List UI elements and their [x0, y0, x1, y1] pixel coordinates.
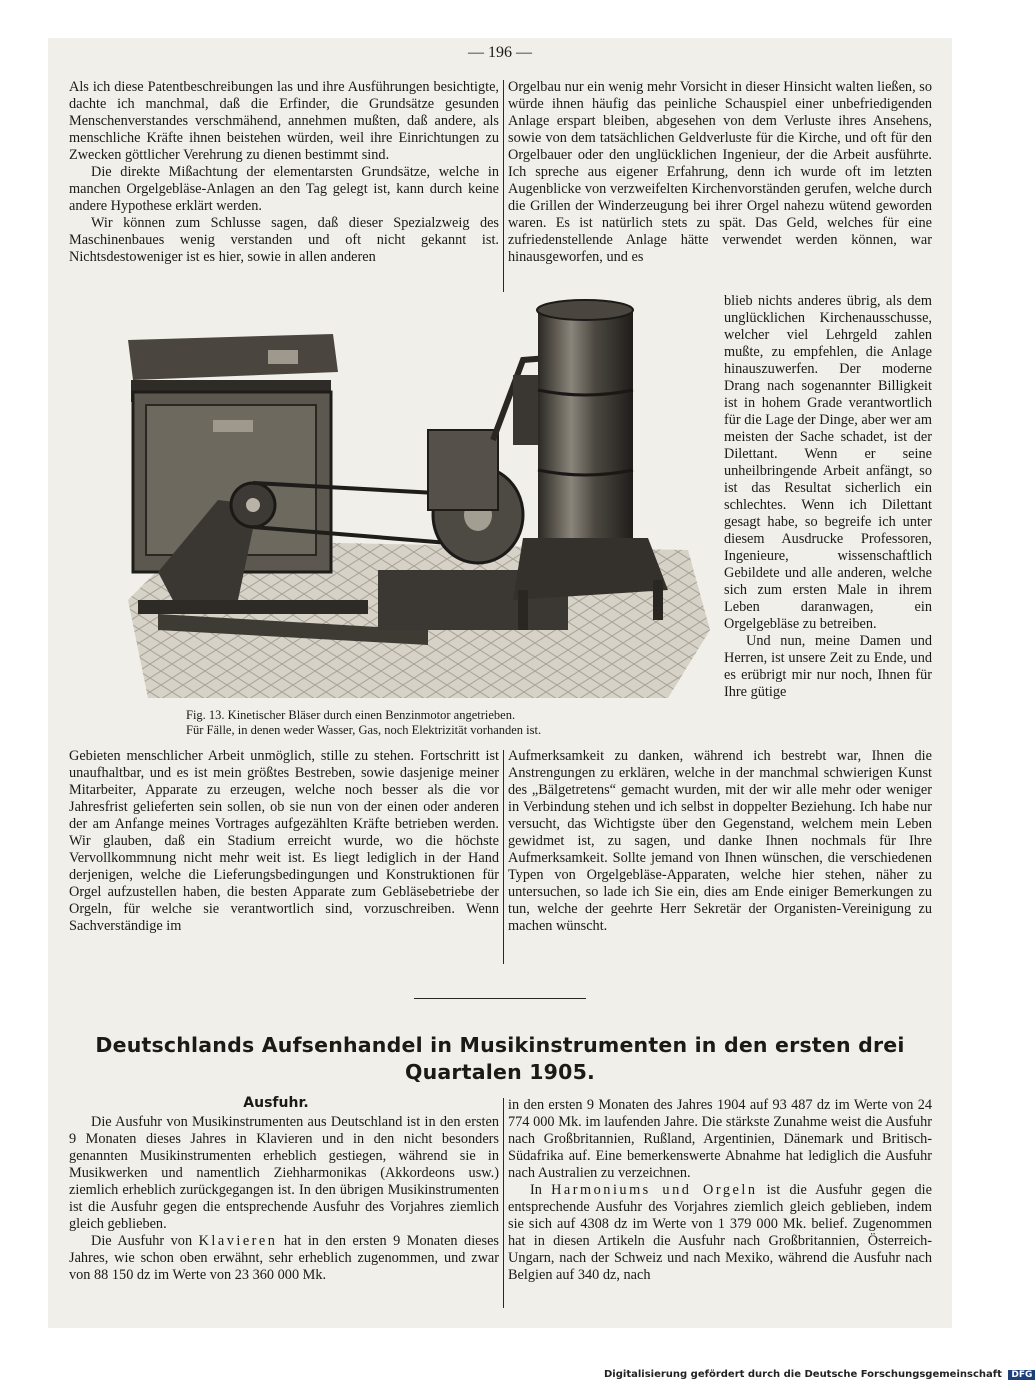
paragraph: Orgelbau nur ein wenig mehr Vorsicht in dieser Hinsicht walten ließen, so würde ihnen häufig das peinliche Schauspiel einer unbefriedigenden Anlage erspart bleiben, abgesehen von dem Verluste ihres Ansehens, sowie von dem tatsächlichen Geldverluste für die Kirche, und oft für den Orgelbauer oder den unglücklichen Ingenieur, der die Arbeit ausführte. Ich spreche aus eigener Erfahrung, denn ich wurde oft im letzten Augenblicke von verzweifelten Kirchenvorständen gerufen, welche durch die Grillen der Winderzeugung bei ihrer Orgel nahezu wütend geworden waren. Es ist natürlich stets zu spät. Das Geld, welches für eine zufriedenstellende Anlage hätte verwendet werden können, war hinausgeworfen, und es [508, 79, 932, 265]
paragraph: blieb nichts anderes übrig, als dem unglücklichen Kirchenausschusse, welcher viel Lehrgeld zahlen mußte, zu empfehlen, die Anlage hinauszuwerfen. Der moderne Drang nach sogenannter Billigkeit ist in hohem Grade verantwortlich für die Lage der Dinge, aber wer am meisten der Sache schadet, ist der Dilettant. Wenn er seine unheilbringende Arbeit anfängt, so ist das Resultat sicherlich ein schlechtes. Wenn ich Dilettant gesagt habe, so begreife ich unter diesem Ausdrucke Professoren, Ingenieure, wissenschaftlich Gebildete und alle anderen, welche sich zum ersten Male in ihrem Leben daranwagen, ein Orgelgebläse zu betreiben. [724, 293, 932, 632]
spaced-term: Harmoniums und Orgeln [551, 1182, 758, 1198]
engine-cylinder [428, 430, 498, 510]
spaced-term: Klavieren [198, 1233, 278, 1249]
article-title: Deutschlands Aufsenhandel in Musikinstrumenten in den ersten drei Quartalen 1905. [95, 1033, 905, 1084]
figure-blower-engine-engraving [128, 300, 710, 698]
column-left-bottom [69, 1114, 499, 1284]
column-left-top [69, 79, 499, 266]
paragraph: Als ich diese Patentbeschreibungen las und ihre Ausführungen besichtigte, dachte ich manchmal, daß die Erfinder, die Grundsätze gesunden Menschenverstandes verschmähend, annehmen mußten, daß andere, als menschliche Kräfte ihnen beistehen würden, weil ihre Einrichtungen zu Zwecken göttlicher Verehrung zu dienen bestimmt sind. [69, 79, 499, 163]
paragraph [508, 1182, 932, 1284]
paragraph: Gebieten menschlicher Arbeit unmöglich, stille zu stehen. Fortschritt ist unaufhaltbar, und es ist mein größtes Bestreben, sowie dasjenige meiner Mitarbeiter, Apparate zu erzeugen, welche noch besser als die vor Jahresfrist gelieferten sein sollen, ob sie nun von der einen oder anderen der am Anfange meines Vortrages aufgezählten Kräfte betrieben werden. Wir glauben, daß ein Stadium erreicht wurde, wo die höchste Vervollkommnung nicht mehr weit ist. Es liegt lediglich in der Hand derjenigen, welche die Lieferungsbedingungen und Konstruktionen für Orgel aufzustellen haben, die besten Apparate zum Gebläsebetriebe der Orgeln, für welche sie verantwortlich sind, vorzuschreiben. Wenn Sachverständige im [69, 748, 499, 934]
paragraph: Die direkte Mißachtung der elementarsten Grundsätze, welche in manchen Orgelgebläse-Anlagen an den Tag gelegt ist, kann durch keine andere Hypothese erklärt werden. [69, 164, 499, 214]
column-divider [503, 1098, 504, 1308]
caption-line: Fig. 13. Kinetischer Bläser durch einen Benzinmotor angetrieben. [186, 708, 516, 722]
column-right-bottom [508, 1097, 932, 1284]
dfg-logo: DFG [1008, 1370, 1035, 1380]
column-divider [503, 80, 504, 292]
paragraph: Wir können zum Schlusse sagen, daß dieser Spezialzweig des Maschinenbaues wenig verstanden und oft nicht gekannt ist. Nichtsdestoweniger ist es hier, sowie in allen anderen [69, 215, 499, 265]
text-run: hat in den ersten 9 Monaten dieses Jahres, wie schon oben erwähnt, sehr erheblich zugenommen, und zwar von 88 150 dz im Werte von 23 360 000 Mk. [69, 1233, 499, 1283]
footer-credit [604, 1369, 1035, 1380]
base-rail [138, 600, 368, 614]
footer-text: Digitalisierung gefördert durch die Deutsche Forschungsgemeinschaft [604, 1369, 1002, 1380]
page-number: — 196 — [468, 44, 532, 61]
column-right-middle [508, 748, 932, 935]
figure-caption [186, 708, 606, 738]
subheading: Ausfuhr. [243, 1095, 309, 1111]
text-run: In [530, 1182, 542, 1198]
text-run: Die Ausfuhr von [91, 1233, 193, 1249]
blower-lid [128, 334, 338, 380]
tall-cylinder [538, 308, 633, 538]
side-text [724, 293, 932, 701]
text-run: ist die Ausfuhr gegen die entsprechende Ausfuhr des Vorjahres ziemlich gleich geblieben, indem sie sich auf 4308 dz im Werte von 1 379 000 Mk. belief. Zugenommen hat in diesen Artikeln die Ausfuhr nach Großbritannien, Österreich-Ungarn, nach der Schweiz und nach Mexiko, während die Ausfuhr nach Belgien auf 340 dz, nach [508, 1182, 932, 1283]
section-rule [414, 998, 586, 999]
paragraph: in den ersten 9 Monaten des Jahres 1904 auf 93 487 dz im Werte von 24 774 000 Mk. im laufenden Jahre. Die stärkste Zunahme weist die Ausfuhr nach Großbritannien, Rußland, Argentinien, Dänemark und Britisch-Südafrika auf. Eine bemerkenswerte Abnahme hat lediglich die Ausfuhr nach Australien zu verzeichnen. [508, 1097, 932, 1181]
paragraph: Und nun, meine Damen und Herren, ist unsere Zeit zu Ende, und es erübrigt mir nur noch, Ihnen für Ihre gütige [724, 633, 932, 700]
column-left-middle [69, 748, 499, 935]
column-right-top [508, 79, 932, 266]
paragraph: Aufmerksamkeit zu danken, während ich bestrebt war, Ihnen die Anstrengungen zu erklären, welche in der manchmal schwierigen Kunst des „Bälgetretens“ gemacht wurden, mit der wir alle mehr oder weniger in Verbindung stehen und ich selbst in doppelter Beziehung. Ich habe nur versucht, das Wichtigste über den Gegenstand, welchem mein Leben gewidmet ist, zu sagen, und danke Ihnen nochmals für Ihre Aufmerksamkeit. Sollte jemand von Ihnen wünschen, die verschiedenen Typen von Orgelgebläse-Apparaten, welche hier stehen, näher zu untersuchen, so lade ich Sie ein, dies am Ende einiger Bemerkungen zu tun, welche der geehrte Herr Sekretär der Organisten-Vereinigung zu machen wünscht. [508, 748, 932, 934]
caption-line: Für Fälle, in denen weder Wasser, Gas, noch Elektrizität vorhanden ist. [186, 723, 542, 737]
cylinder-stand [513, 538, 668, 600]
paragraph [69, 1233, 499, 1284]
paragraph: Die Ausfuhr von Musikinstrumenten aus Deutschland ist in den ersten 9 Monaten dieses Jahres in Klavieren und in den nicht besonders genannten Musikinstrumenten erheblich gestiegen, während sie in Musikwerken und namentlich Ziehharmonikas (Akkordeons usw.) ziemlich erheblich zurückgegangen ist. In den übrigen Musikinstrumenten ist die Ausfuhr gegen die entsprechende Ausfuhr des Vorjahres ziemlich gleich geblieben. [69, 1114, 499, 1232]
column-divider [503, 750, 504, 964]
